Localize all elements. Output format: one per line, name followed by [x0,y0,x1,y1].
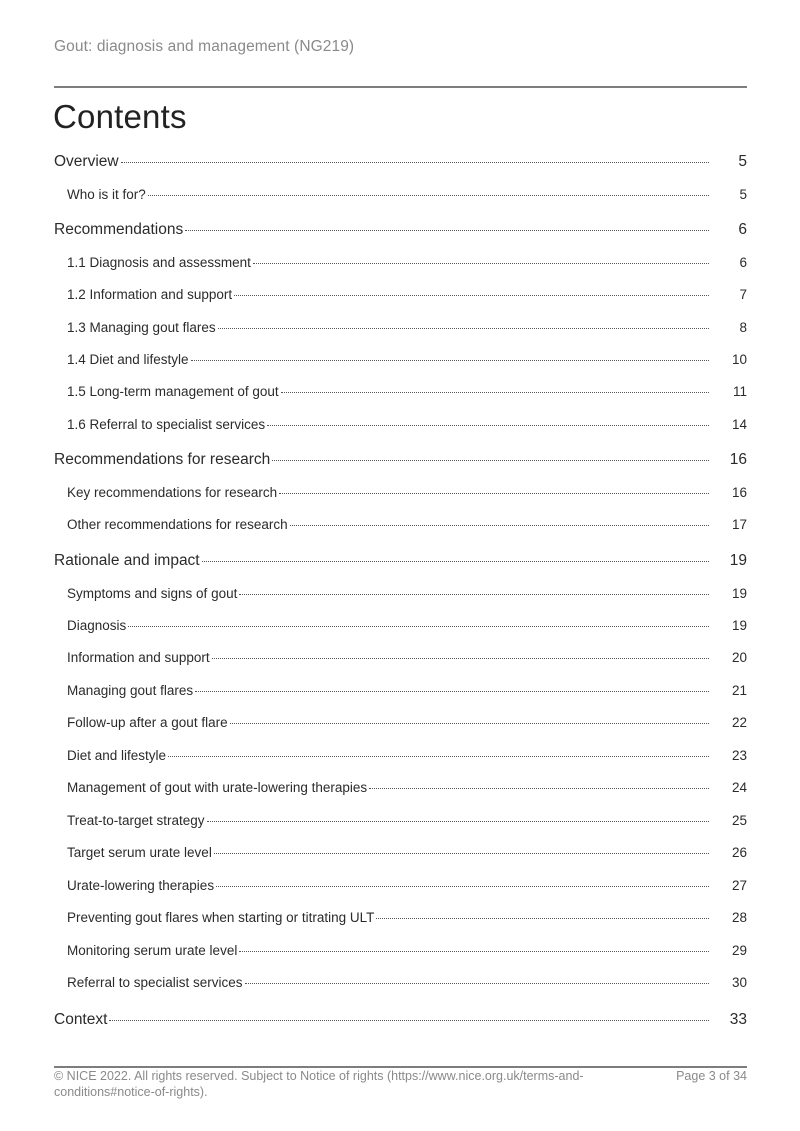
toc-subsection-link[interactable] [54,780,747,795]
toc-dot-leader [239,593,709,595]
toc-page-number: 27 [731,878,747,893]
toc-dot-leader [267,424,709,426]
toc-entry-label: Managing gout flares [67,683,194,698]
toc-page-number: 29 [731,943,747,958]
toc-dot-leader [191,359,709,361]
toc-section-link[interactable] [54,451,747,469]
footer-copyright: © NICE 2022. All rights reserved. Subject to Notice of rights (https://www.nice.org.uk/terms-and-conditions#notice-of-rights). [54,1069,584,1099]
toc-entry-label: Preventing gout flares when starting or titrating ULT [67,910,375,925]
toc-subsection-link[interactable] [54,683,747,698]
toc-dot-leader [212,657,709,659]
toc-dot-leader [202,560,709,562]
toc-subsection-link[interactable] [54,878,747,893]
toc-entry-label: 1.6 Referral to specialist services [67,417,266,432]
toc-subsection-link[interactable] [54,255,747,270]
toc-entry-label: Overview [54,153,119,170]
toc-entry-label: Rationale and impact [54,552,200,569]
toc-dot-leader [245,982,709,984]
toc-dot-leader [109,1019,709,1021]
toc-page-number: 22 [731,715,747,730]
toc-subsection-link[interactable] [54,287,747,302]
toc-entry-label: Target serum urate level [67,845,212,860]
toc-page-number: 7 [739,287,747,302]
toc-dot-leader [376,917,709,919]
toc-page-number: 11 [732,384,747,399]
toc-entry-label: Other recommendations for research [67,517,288,532]
toc-dot-leader [121,161,709,163]
toc-dot-leader [216,885,709,887]
toc-page-number: 16 [731,485,747,500]
toc-section-link[interactable] [54,552,747,570]
toc-subsection-link[interactable] [54,352,747,367]
toc-dot-leader [279,492,709,494]
toc-entry-label: 1.3 Managing gout flares [67,320,216,335]
toc-page-number: 20 [731,650,747,665]
toc-page-number: 33 [729,1011,747,1028]
toc-dot-leader [234,294,709,296]
toc-page-number: 30 [731,975,747,990]
toc-section-link[interactable] [54,221,747,239]
toc-page-number: 21 [731,683,747,698]
toc-entry-label: 1.2 Information and support [67,287,233,302]
toc-dot-leader [195,690,709,692]
toc-subsection-link[interactable] [54,715,747,730]
toc-dot-leader [148,194,709,196]
toc-subsection-link[interactable] [54,650,747,665]
toc-entry-label: Context [54,1011,108,1028]
toc-entry-label: Urate-lowering therapies [67,878,215,893]
toc-entry-label: Diet and lifestyle [67,748,167,763]
toc-dot-leader [214,852,709,854]
toc-page-number: 25 [731,813,747,828]
toc-page-number: 8 [739,320,747,335]
toc-dot-leader [218,327,709,329]
toc-page-number: 5 [738,153,747,170]
toc-entry-label: Recommendations for research [54,451,271,468]
toc-dot-leader [253,262,709,264]
toc-dot-leader [230,722,709,724]
toc-entry-label: Who is it for? [67,187,146,202]
toc-page-number: 26 [731,845,747,860]
toc-dot-leader [272,459,709,461]
toc-subsection-link[interactable] [54,517,747,532]
toc-page-number: 16 [729,451,747,468]
toc-entry-label: Treat-to-target strategy [67,813,205,828]
toc-page-number: 5 [739,187,747,202]
footer-page-number: Page 3 of 34 [676,1069,747,1083]
header-divider [54,86,747,88]
toc-subsection-link[interactable] [54,384,747,399]
toc-entry-label: Symptoms and signs of gout [67,586,238,601]
toc-dot-leader [369,787,709,789]
toc-entry-label: 1.1 Diagnosis and assessment [67,255,251,270]
toc-subsection-link[interactable] [54,813,747,828]
toc-dot-leader [281,391,709,393]
toc-dot-leader [207,820,709,822]
toc-entry-label: 1.4 Diet and lifestyle [67,352,189,367]
toc-dot-leader [128,625,709,627]
toc-section-link[interactable] [54,153,747,171]
toc-subsection-link[interactable] [54,975,747,990]
toc-subsection-link[interactable] [54,943,747,958]
toc-page-number: 23 [731,748,747,763]
toc-entry-label: Key recommendations for research [67,485,278,500]
page-title: Contents [53,98,187,135]
toc-page-number: 6 [738,221,747,238]
toc-page-number: 19 [729,552,747,569]
toc-page-number: 17 [731,517,747,532]
toc-page-number: 19 [731,618,747,633]
toc-page-number: 6 [739,255,747,270]
document-header-title: Gout: diagnosis and management (NG219) [54,38,355,55]
toc-dot-leader [168,755,709,757]
toc-entry-label: Information and support [67,650,210,665]
toc-page-number: 19 [731,586,747,601]
toc-section-link[interactable] [54,1011,747,1029]
toc-subsection-link[interactable] [54,845,747,860]
toc-subsection-link[interactable] [54,586,747,601]
toc-subsection-link[interactable] [54,187,747,202]
toc-dot-leader [185,229,709,231]
toc-entry-label: Monitoring serum urate level [67,943,238,958]
toc-entry-label: Management of gout with urate-lowering therapies [67,780,368,795]
toc-subsection-link[interactable] [54,485,747,500]
toc-subsection-link[interactable] [54,618,747,633]
toc-entry-label: Diagnosis [67,618,127,633]
toc-dot-leader [239,950,709,952]
toc-subsection-link[interactable] [54,320,747,335]
toc-subsection-link[interactable] [54,910,747,925]
toc-subsection-link[interactable] [54,748,747,763]
toc-page-number: 14 [731,417,747,432]
toc-page-number: 28 [731,910,747,925]
toc-entry-label: Follow-up after a gout flare [67,715,228,730]
toc-page-number: 10 [731,352,747,367]
toc-page-number: 24 [731,780,747,795]
toc-dot-leader [290,524,709,526]
toc-subsection-link[interactable] [54,417,747,432]
toc-entry-label: 1.5 Long-term management of gout [67,384,279,399]
toc-entry-label: Referral to specialist services [67,975,243,990]
toc-entry-label: Recommendations [54,221,184,238]
